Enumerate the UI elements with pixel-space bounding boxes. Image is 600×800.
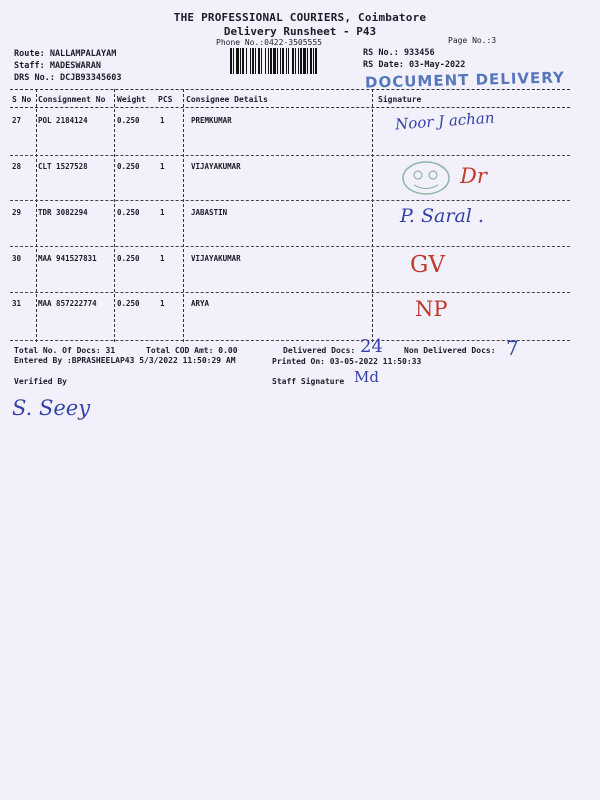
verifier-signature: S. Seey [12,396,91,420]
row-consignee: PREMKUMAR [191,116,232,125]
row-sno: 28 [12,162,22,171]
col-divider [114,89,115,342]
total-docs: Total No. Of Docs: 31 [14,346,116,355]
company-name: THE PROFESSIONAL COURIERS, Coimbatore [173,11,427,24]
col-consignee: Consignee Details [186,95,268,104]
company-seal-stamp [400,158,456,198]
row-sno: 27 [12,116,22,125]
rs-number: RS No.: 933456 [363,48,435,58]
row-pcs: 1 [160,299,165,308]
route-label: Route: NALLAMPALAYAM [14,49,117,59]
printed-on: Printed On: 03-05-2022 11:50:33 [272,357,422,366]
row-weight: 0.250 [117,299,140,308]
page-number: Page No.:3 [448,36,497,45]
col-divider [183,89,184,342]
row-weight: 0.250 [117,254,140,263]
row-divider [10,200,570,201]
col-consignment: Consignment No [38,95,106,104]
row-pcs: 1 [160,254,165,263]
phone-number: Phone No.:0422-3505555 [216,38,322,47]
document-title: Delivery Runsheet - P43 [223,25,377,38]
row-consignment: MAA 857222774 [38,299,97,308]
row-consignment: MAA 941527831 [38,254,97,263]
col-signature: Signature [378,95,422,104]
row-weight: 0.250 [117,116,140,125]
row-divider [10,155,570,156]
delivered-docs-count: 24 [360,336,383,357]
col-divider [36,89,37,342]
document-delivery-stamp: DOCUMENT DELIVERY [364,68,566,92]
table-top-rule [10,89,570,90]
row-weight: 0.250 [117,162,140,171]
barcode [230,48,350,74]
signature-row-28: Dr [460,164,487,188]
row-consignee: ARYA [191,299,210,308]
row-sno: 31 [12,299,22,308]
signature-row-27: Noor J achan [394,108,496,134]
non-delivered-docs-label: Non Delivered Docs: [404,346,496,355]
rs-date: RS Date: 03-May-2022 [363,60,466,70]
row-pcs: 1 [160,208,165,217]
row-weight: 0.250 [117,208,140,217]
row-consignment: TDR 3082294 [38,208,88,217]
table-header-rule [10,107,570,108]
delivered-docs-label: Delivered Docs: [283,346,356,355]
total-cod: Total COD Amt: 0.00 [146,346,238,355]
signature-row-31: NP [415,297,448,321]
signature-row-29: P. Saral . [400,205,484,227]
row-divider [10,340,570,341]
row-divider [10,292,570,293]
staff-label: Staff: MADESWARAN [14,61,101,71]
col-sno: S No [12,95,32,104]
row-consignment: CLT 1527528 [38,162,88,171]
row-consignee: VIJAYAKUMAR [191,162,241,171]
row-consignee: JABASTIN [191,208,228,217]
drs-number: DRS No.: DCJB93345603 [14,73,122,83]
row-divider [10,246,570,247]
signature-row-30: GV [410,252,445,278]
non-delivered-docs-count: 7 [506,336,519,360]
row-sno: 30 [12,254,22,263]
entered-by: Entered By :BPRASHEELAP43 5/3/2022 11:50:29 AM [14,356,236,365]
row-consignee: VIJAYAKUMAR [191,254,241,263]
col-weight: Weight [117,95,146,104]
verified-by-label: Verified By [14,377,67,386]
row-consignment: POL 2184124 [38,116,88,125]
col-divider [372,89,373,342]
row-pcs: 1 [160,162,165,171]
col-pcs: PCS [158,95,173,104]
row-pcs: 1 [160,116,165,125]
row-sno: 29 [12,208,22,217]
staff-signature-label: Staff Signature [272,377,345,386]
staff-signature-mark: Md [354,368,379,386]
